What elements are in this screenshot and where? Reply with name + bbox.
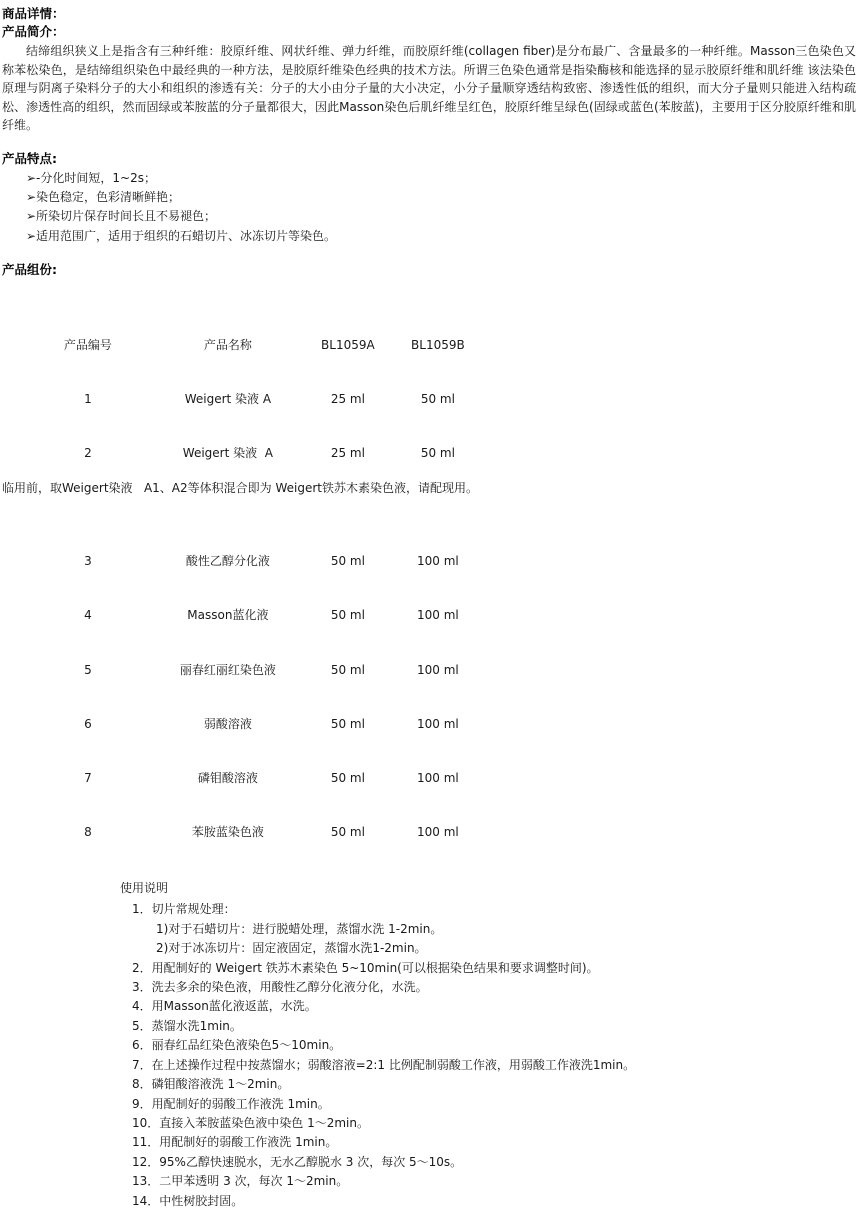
- heading-product-detail: 商品详情：: [2, 6, 65, 21]
- feature-list: [0, 169, 860, 246]
- usage-step: 11．用配制好的弱酸工作液洗 1min。: [132, 1135, 338, 1150]
- table-row: [0, 642, 860, 677]
- table-row: [0, 371, 860, 406]
- cell-bl1059a: 50 ml: [330, 662, 365, 677]
- list-item: ➢所染切片保存时间长且不易褪色；: [26, 209, 217, 224]
- cell-bl1059b: 100 ml: [417, 771, 459, 785]
- cell-bl1059a: 50 ml: [330, 771, 365, 785]
- cell-id: 5: [84, 662, 92, 677]
- cell-id: 4: [84, 608, 92, 623]
- usage-step: 6．丽春红品红染色液染色5～10min。: [132, 1038, 342, 1053]
- cell-bl1059b: 50 ml: [420, 445, 455, 460]
- cell-bl1059a: 25 ml: [330, 445, 365, 460]
- usage-step: 5．蒸馏水洗1min。: [132, 1018, 242, 1033]
- usage-substep: 1)对于石蜡切片：进行脱蜡处理，蒸馏水洗 1-2min。: [156, 921, 443, 936]
- cell-name: Weigert 染液 A: [184, 391, 272, 406]
- column-header-bl1059a: BL1059A: [321, 337, 375, 352]
- heading-features: 产品特点:: [2, 150, 57, 166]
- cell-id: 1: [84, 391, 92, 406]
- table-row: [0, 696, 860, 731]
- usage-step: 1．切片常规处理：: [132, 902, 236, 917]
- cell-id: 3: [84, 554, 92, 569]
- column-header-bl1059b: BL1059B: [411, 337, 465, 352]
- usage-step: 2．用配制好的 Weigert 铁苏木素染色 5~10min(可以根据染色结果和要求调整时间)。: [132, 960, 599, 975]
- column-header-name: 产品名称: [203, 337, 252, 352]
- cell-name: 苯胺蓝染色液: [191, 825, 264, 840]
- cell-id: 8: [84, 825, 92, 840]
- cell-id: 6: [84, 716, 92, 731]
- table-header-row: [0, 317, 860, 352]
- usage-section: [0, 879, 860, 1211]
- list-item: ➢-分化时间短，1~2s；: [26, 170, 156, 185]
- cell-id: 7: [84, 771, 92, 785]
- heading-product-origin: 产品简介：: [2, 24, 65, 39]
- usage-step: 4．用Masson蓝化液返蓝，水洗。: [132, 999, 317, 1014]
- cell-name: 磷钼酸溶液: [197, 771, 258, 785]
- table-row: [0, 750, 860, 785]
- list-item: ➢染色稳定，色彩清晰鲜艳；: [26, 190, 181, 205]
- table-row: [0, 588, 860, 623]
- column-header-id: 产品编号: [63, 337, 112, 352]
- cell-bl1059a: 50 ml: [330, 825, 365, 840]
- usage-step: 13．二甲苯透明 3 次，每次 1～2min。: [132, 1174, 349, 1189]
- usage-title: 使用说明: [120, 880, 169, 895]
- table-row: [0, 534, 860, 569]
- usage-step: 3．洗去多余的染色液，用酸性乙醇分化液分化，水洗。: [132, 979, 428, 994]
- usage-step: 8．磷钼酸溶液洗 1～2min。: [132, 1077, 290, 1092]
- cell-bl1059b: 100 ml: [417, 554, 459, 569]
- table-note: 临用前，取Weigert染液 A1、A2等体积混合即为 Weigert铁苏木素染色液，请配现用。: [2, 481, 478, 496]
- cell-bl1059a: 25 ml: [330, 391, 365, 406]
- cell-bl1059a: 50 ml: [330, 716, 365, 731]
- cell-id: 2: [84, 445, 92, 460]
- cell-name: 丽春红丽红染色液: [179, 662, 276, 677]
- cell-bl1059b: 100 ml: [417, 608, 459, 623]
- intro-paragraph: 结缔组织狭义上是指含有三种纤维：胶原纤维、网状纤维、弹力纤维，而胶原纤维(collagen fiber)是分布最广、含量最多的一种纤维。Masson三色染色又称苯松染色，是结缔组织染色中最经典的一种方法，是胶原纤维染色经典的技术方法。所谓三色染色通常是指染酶核和能选择的显示胶原纤维和肌纤维 该法染色原理与阴离子染料分子的大小和组织的渗透有关：分子的大小由分子量的大小决定，小分子量顺穿透结构致密、渗透性低的组织，而大分子量则只能进入结构疏松、渗透性高的组织，然而固绿或苯胺蓝的分子量都很大，因此Masson染色后肌纤维呈红色，胶原纤维呈绿色(固绿或蓝色(苯胺蓝)，主要用于区分胶原纤维和肌纤维。: [2, 44, 856, 133]
- heading-composition: 产品组份:: [2, 261, 57, 277]
- cell-name: Masson蓝化液: [187, 608, 269, 623]
- usage-step: 14．中性树胶封固。: [132, 1193, 244, 1208]
- table-row: [0, 425, 860, 460]
- cell-bl1059a: 50 ml: [330, 608, 365, 623]
- cell-bl1059a: 50 ml: [330, 554, 365, 569]
- usage-substep: 2)对于冰冻切片：固定液固定，蒸馏水洗1-2min。: [156, 941, 427, 956]
- table-row: [0, 805, 860, 840]
- cell-bl1059b: 50 ml: [420, 391, 455, 406]
- usage-step: 12．95%乙醇快速脱水，无水乙醇脱水 3 次，每次 5～10s。: [132, 1154, 463, 1169]
- cell-name: Weigert 染液 A: [182, 445, 273, 460]
- cell-bl1059b: 100 ml: [417, 716, 459, 731]
- usage-step: 7．在上述操作过程中按蒸馏水；弱酸溶液=2:1 比例配制弱酸工作液，用弱酸工作液洗1min。: [132, 1057, 636, 1072]
- cell-name: 弱酸溶液: [203, 716, 252, 731]
- cell-name: 酸性乙醇分化液: [185, 554, 270, 569]
- usage-step: 9．用配制好的弱酸工作液洗 1min。: [132, 1096, 330, 1111]
- usage-step: 10．直接入苯胺蓝染色液中染色 1～2min。: [132, 1116, 369, 1131]
- list-item: ➢适用范围广，适用于组织的石蜡切片、冰冻切片等染色。: [26, 228, 337, 243]
- cell-bl1059b: 100 ml: [417, 662, 459, 677]
- composition-table: [0, 280, 860, 859]
- cell-bl1059b: 100 ml: [417, 825, 459, 840]
